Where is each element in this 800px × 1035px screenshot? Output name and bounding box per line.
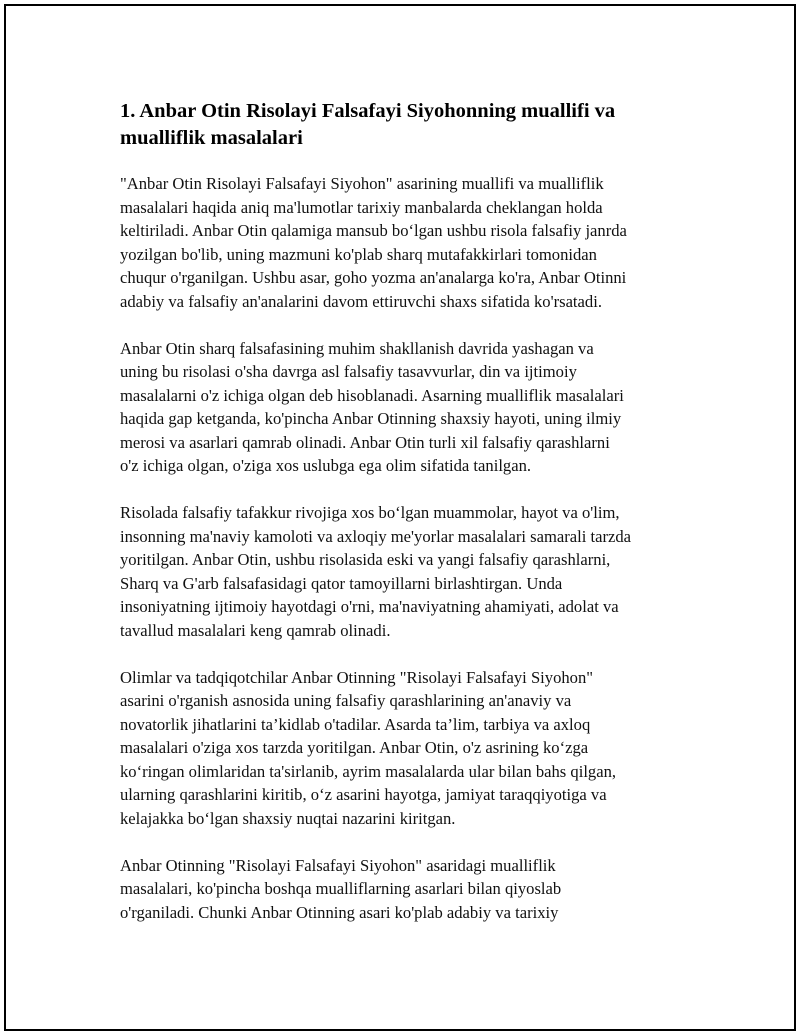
page-frame — [4, 4, 796, 1031]
document-body — [120, 98, 680, 948]
section-heading: 1. Anbar Otin Risolayi Falsafayi Siyohonning muallifi va mualliflik masalalari — [120, 100, 616, 149]
paragraph-2: Anbar Otin sharq falsafasining muhim shakllanish davrida yashagan va uning bu risolasi o'sha davrga asl falsafiy tasavvurlar, din va ijtimoiy masalalarni o'z ichiga olgan deb hisoblanadi. Asarning mualliflik masalalari haqida gap ketganda, ko'pincha Anbar Otinning shaxsiy hayoti, uning ilmiy merosi va asarlari qamrab olinadi. Anbar Otin turli xil falsafiy qarashlarni o'z ichiga olgan, o'ziga xos uslubga ega olim sifatida tanilgan. — [120, 338, 624, 475]
paragraph-1: "Anbar Otin Risolayi Falsafayi Siyohon" asarining muallifi va mualliflik masalalari haqida aniq ma'lumotlar tarixiy manbalarda cheklangan holda keltiriladi. Anbar Otin qalamiga mansub bo‘lgan ushbu risola falsafiy janrda yozilgan bo'lib, uning mazmuni ko'plab sharq mutafakkirlari tomonidan chuqur o'rganilgan. Ushbu asar, goho yozma an'analarga ko'ra, Anbar Otinni adabiy va falsafiy an'analarini davom ettiruvchi shaxs sifatida ko'rsatadi. — [120, 174, 627, 311]
paragraph-3: Risolada falsafiy tafakkur rivojiga xos bo‘lgan muammolar, hayot va o'lim, insonning ma'naviy kamoloti va axloqiy me'yorlar masalalari samarali tarzda yoritilgan. Anbar Otin, ushbu risolasida eski va yangi falsafiy qarashlarni, Sharq va G'arb falsafasidagi qator tamoyillarni birlashtirgan. Unda insoniyatning ijtimoiy hayotdagi o'rni, ma'naviyatning ahamiyati, adolat va tavallud masalalari keng qamrab olinadi. — [120, 503, 632, 640]
paragraph-4: Olimlar va tadqiqotchilar Anbar Otinning "Risolayi Falsafayi Siyohon" asarini o'rganish asnosida uning falsafiy qarashlarining an'anaviy va novatorlik jihatlarini ta’kidlab o'tadilar. Asarda ta’lim, tarbiya va axloq masalalari o'ziga xos tarzda yoritilgan. Anbar Otin, o'z asrining ko‘zga ko‘ringan olimlaridan ta'sirlanib, ayrim masalalarda ular bilan bahs qilgan, ularning qarashlarini kiritib, o‘z asarini hayotga, jamiyat taraqqiyotiga va kelajakka bo‘lgan shaxsiy nuqtai nazarini kiritgan. — [120, 667, 617, 828]
paragraph-5: Anbar Otinning "Risolayi Falsafayi Siyohon" asaridagi mualliflik masalalari, ko'pincha boshqa mualliflarning asarlari bilan qiyoslab o'rganiladi. Chunki Anbar Otinning asari ko'plab adabiy va tarixiy — [120, 855, 562, 922]
